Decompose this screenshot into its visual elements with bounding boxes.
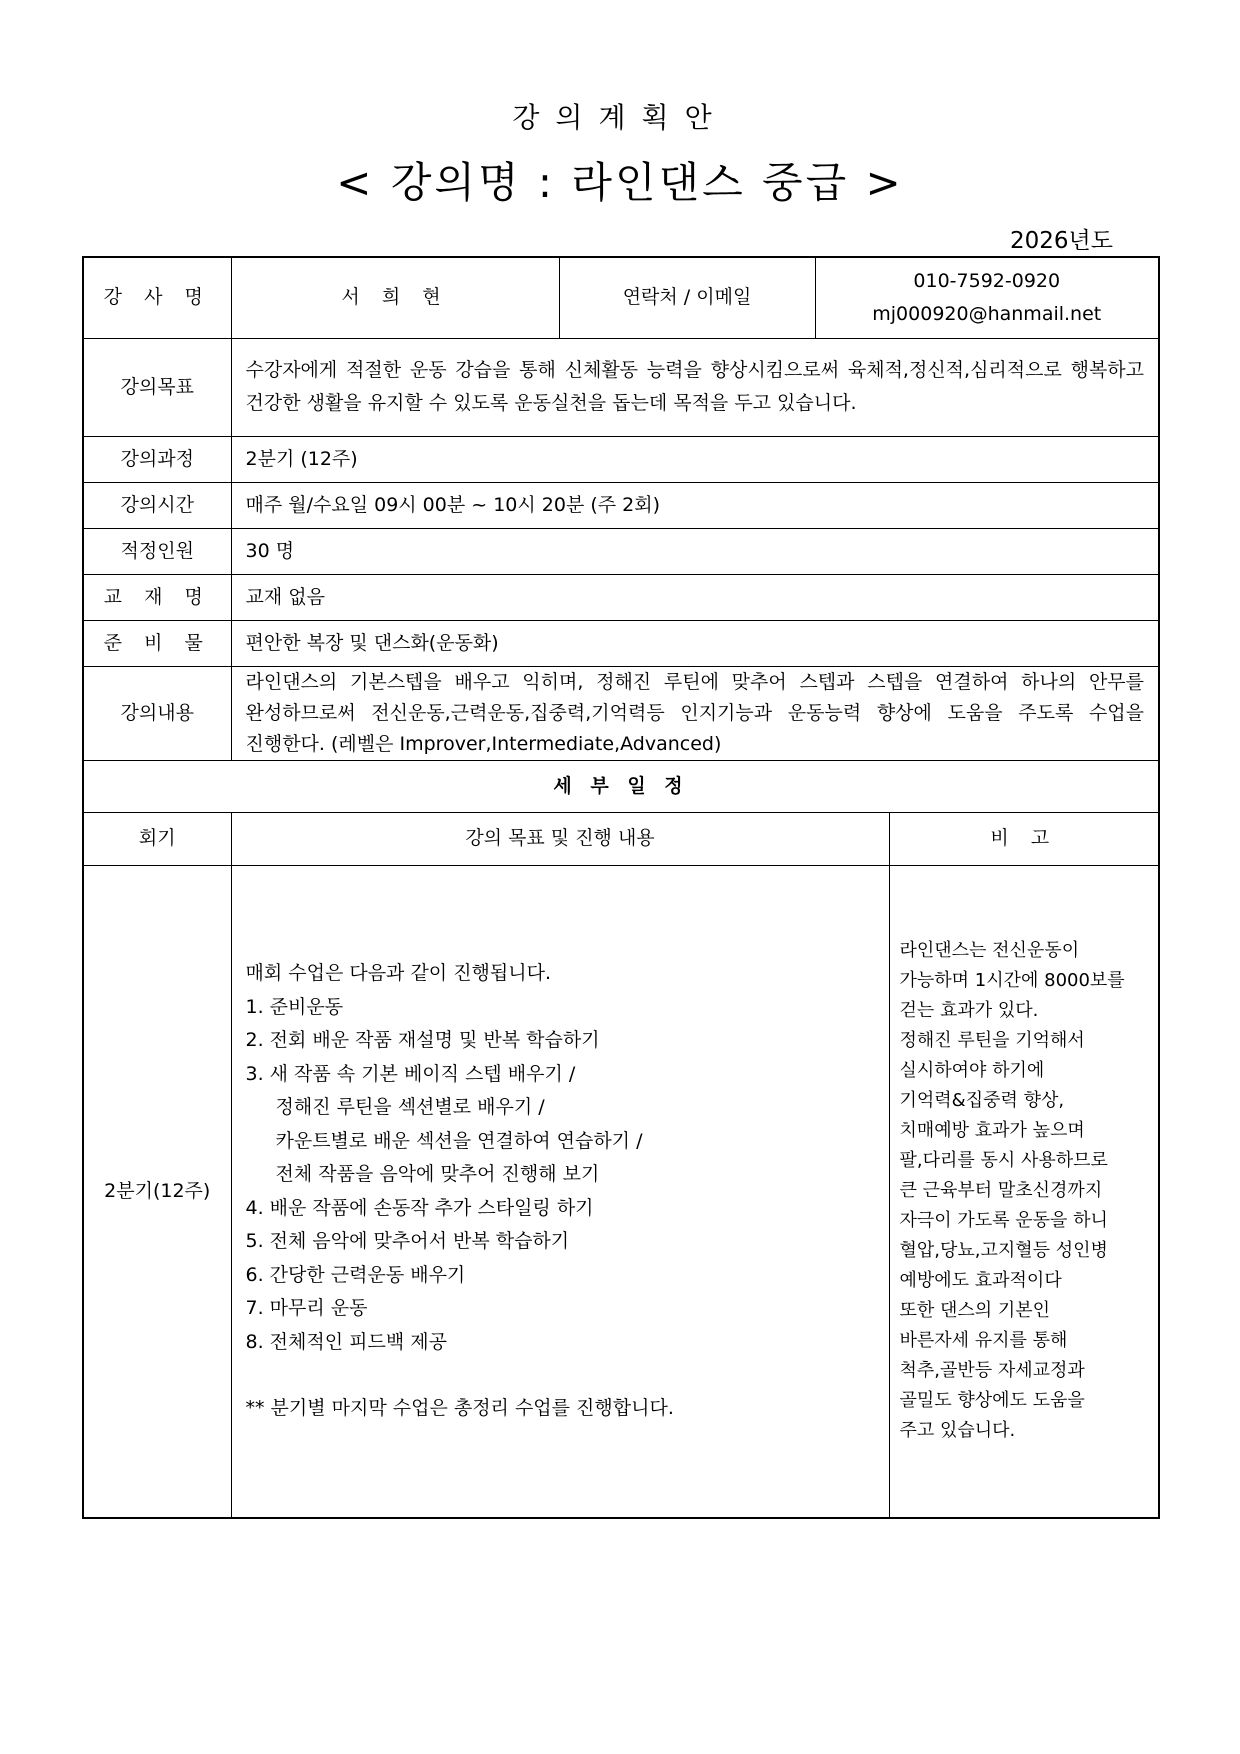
- capacity-value: 30 명: [231, 528, 1159, 574]
- step-item: 6. 간당한 근력운동 배우기: [245, 1263, 466, 1286]
- remark-line: 혈압,당뇨,고지혈등 성인병: [899, 1240, 1108, 1262]
- remark-line: 바른자세 유지를 통해: [899, 1330, 1068, 1352]
- capacity-label: 적정인원: [83, 528, 231, 574]
- remark-line: 실시하여야 하기에: [899, 1060, 1045, 1082]
- schedule-header-row: [83, 812, 1159, 865]
- email-address: mj000920@hanmail.net: [872, 302, 1102, 325]
- remark-line: 라인댄스는 전신운동이: [899, 940, 1080, 962]
- schedule-title-row: [83, 760, 1159, 812]
- textbook-label: 교 재 명: [83, 574, 231, 620]
- schedule-title: 세 부 일 정: [83, 760, 1159, 812]
- course-title: < 강의명 : 라인댄스 중급 >: [336, 158, 904, 207]
- final-note: ** 분기별 마지막 수업은 총정리 수업를 진행합니다.: [245, 1397, 674, 1419]
- schedule-body-row: [83, 865, 1159, 1518]
- contact-label: 연락처 / 이메일: [559, 257, 815, 338]
- step-subitem: 전체 작품을 음악에 맞추어 진행해 보기: [275, 1163, 600, 1185]
- prep-label: 준 비 물: [83, 620, 231, 666]
- remark-line: 예방에도 효과적이다: [899, 1270, 1062, 1292]
- remark-line: 척추,골반등 자세교정과: [899, 1360, 1085, 1382]
- content-header: 강의 목표 및 진행 내용: [231, 812, 889, 865]
- note-header: 비 고: [889, 812, 1159, 865]
- content-row: [83, 666, 1159, 760]
- step-item: 4. 배운 작품에 손동작 추가 스타일링 하기: [245, 1196, 594, 1219]
- step-item: 1. 준비운동: [245, 995, 344, 1018]
- phone-number: 010-7592-0920: [913, 269, 1061, 292]
- instructor-row: [83, 257, 1159, 338]
- remark-line: 가능하며 1시간에 8000보를: [899, 970, 1125, 992]
- time-label: 강의시간: [83, 482, 231, 528]
- step-item: 2. 전회 배운 작품 재설명 및 반복 학습하기: [245, 1029, 600, 1051]
- course-row: [83, 436, 1159, 482]
- content-label: 강의내용: [83, 666, 231, 760]
- remark-line: 치매예방 효과가 높으며: [899, 1120, 1085, 1142]
- step-subitem: 정해진 루틴을 섹션별로 배우기 /: [275, 1096, 545, 1118]
- instructor-label: 강 사 명: [83, 257, 231, 338]
- step-item: 3. 새 작품 속 기본 베이직 스텝 배우기 /: [245, 1062, 576, 1085]
- remark-line: 걷는 효과가 있다.: [899, 1000, 1039, 1022]
- goal-row: [83, 338, 1159, 436]
- textbook-row: [83, 574, 1159, 620]
- remark-line: 주고 있습니다.: [899, 1420, 1016, 1442]
- course-label: 강의과정: [83, 436, 231, 482]
- time-row: [83, 482, 1159, 528]
- remark-line: 또한 댄스의 기본인: [899, 1300, 1051, 1322]
- remark-line: 기억력&집중력 향상,: [899, 1090, 1065, 1112]
- textbook-value: 교재 없음: [231, 574, 1159, 620]
- lecture-plan-table: [82, 256, 1160, 1519]
- remark-line: 정해진 루틴을 기억해서: [899, 1030, 1085, 1052]
- session-steps: [231, 865, 889, 1518]
- document-title: 강의계획안: [512, 101, 728, 134]
- remarks-cell: [889, 865, 1159, 1518]
- content-text: 라인댄스의 기본스텝을 배우고 익히며, 정해진 루틴에 맞추어 스텝과 스텝을 연결하여 하나의 안무를 완성하므로써 전신운동,근력운동,집중력,기억력등 인지기능과 운동능력 향상에 도움을 주도록 수업을 진행한다. (레벨은 Improver,Intermediate,Advanced): [231, 666, 1159, 760]
- contact-cell: [815, 257, 1159, 338]
- remark-line: 팔,다리를 동시 사용하므로: [899, 1150, 1108, 1172]
- steps-intro: 매회 수업은 다음과 같이 진행됩니다.: [245, 962, 552, 984]
- session-value: 2분기(12주): [83, 865, 231, 1518]
- capacity-row: [83, 528, 1159, 574]
- step-item: 5. 전체 음악에 맞추어서 반복 학습하기: [245, 1230, 570, 1252]
- step-subitem: 카운트별로 배운 섹션을 연결하여 연습하기 /: [275, 1129, 643, 1152]
- session-header: 회기: [83, 812, 231, 865]
- remark-line: 자극이 가도록 운동을 하니: [899, 1210, 1108, 1232]
- goal-text: 수강자에게 적절한 운동 강습을 통해 신체활동 능력을 향상시킴으로써 육체적,정신적,심리적으로 행복하고 건강한 생활을 유지할 수 있도록 운동실천을 돕는데 목적을 두고 있습니다.: [231, 338, 1159, 436]
- course-value: 2분기 (12주): [231, 436, 1159, 482]
- remark-line: 큰 근육부터 말초신경까지: [899, 1180, 1103, 1202]
- prep-row: [83, 620, 1159, 666]
- step-item: 8. 전체적인 피드백 제공: [245, 1330, 447, 1353]
- remark-line: 골밀도 향상에도 도움을: [899, 1390, 1085, 1412]
- time-value: 매주 월/수요일 09시 00분 ~ 10시 20분 (주 2회): [231, 482, 1159, 528]
- instructor-name: 서 희 현: [231, 257, 559, 338]
- prep-value: 편안한 복장 및 댄스화(운동화): [231, 620, 1159, 666]
- step-item: 7. 마무리 운동: [245, 1297, 368, 1319]
- year-label: 2026년도: [1010, 228, 1113, 254]
- spacer: [246, 1359, 875, 1392]
- goal-label: 강의목표: [83, 338, 231, 436]
